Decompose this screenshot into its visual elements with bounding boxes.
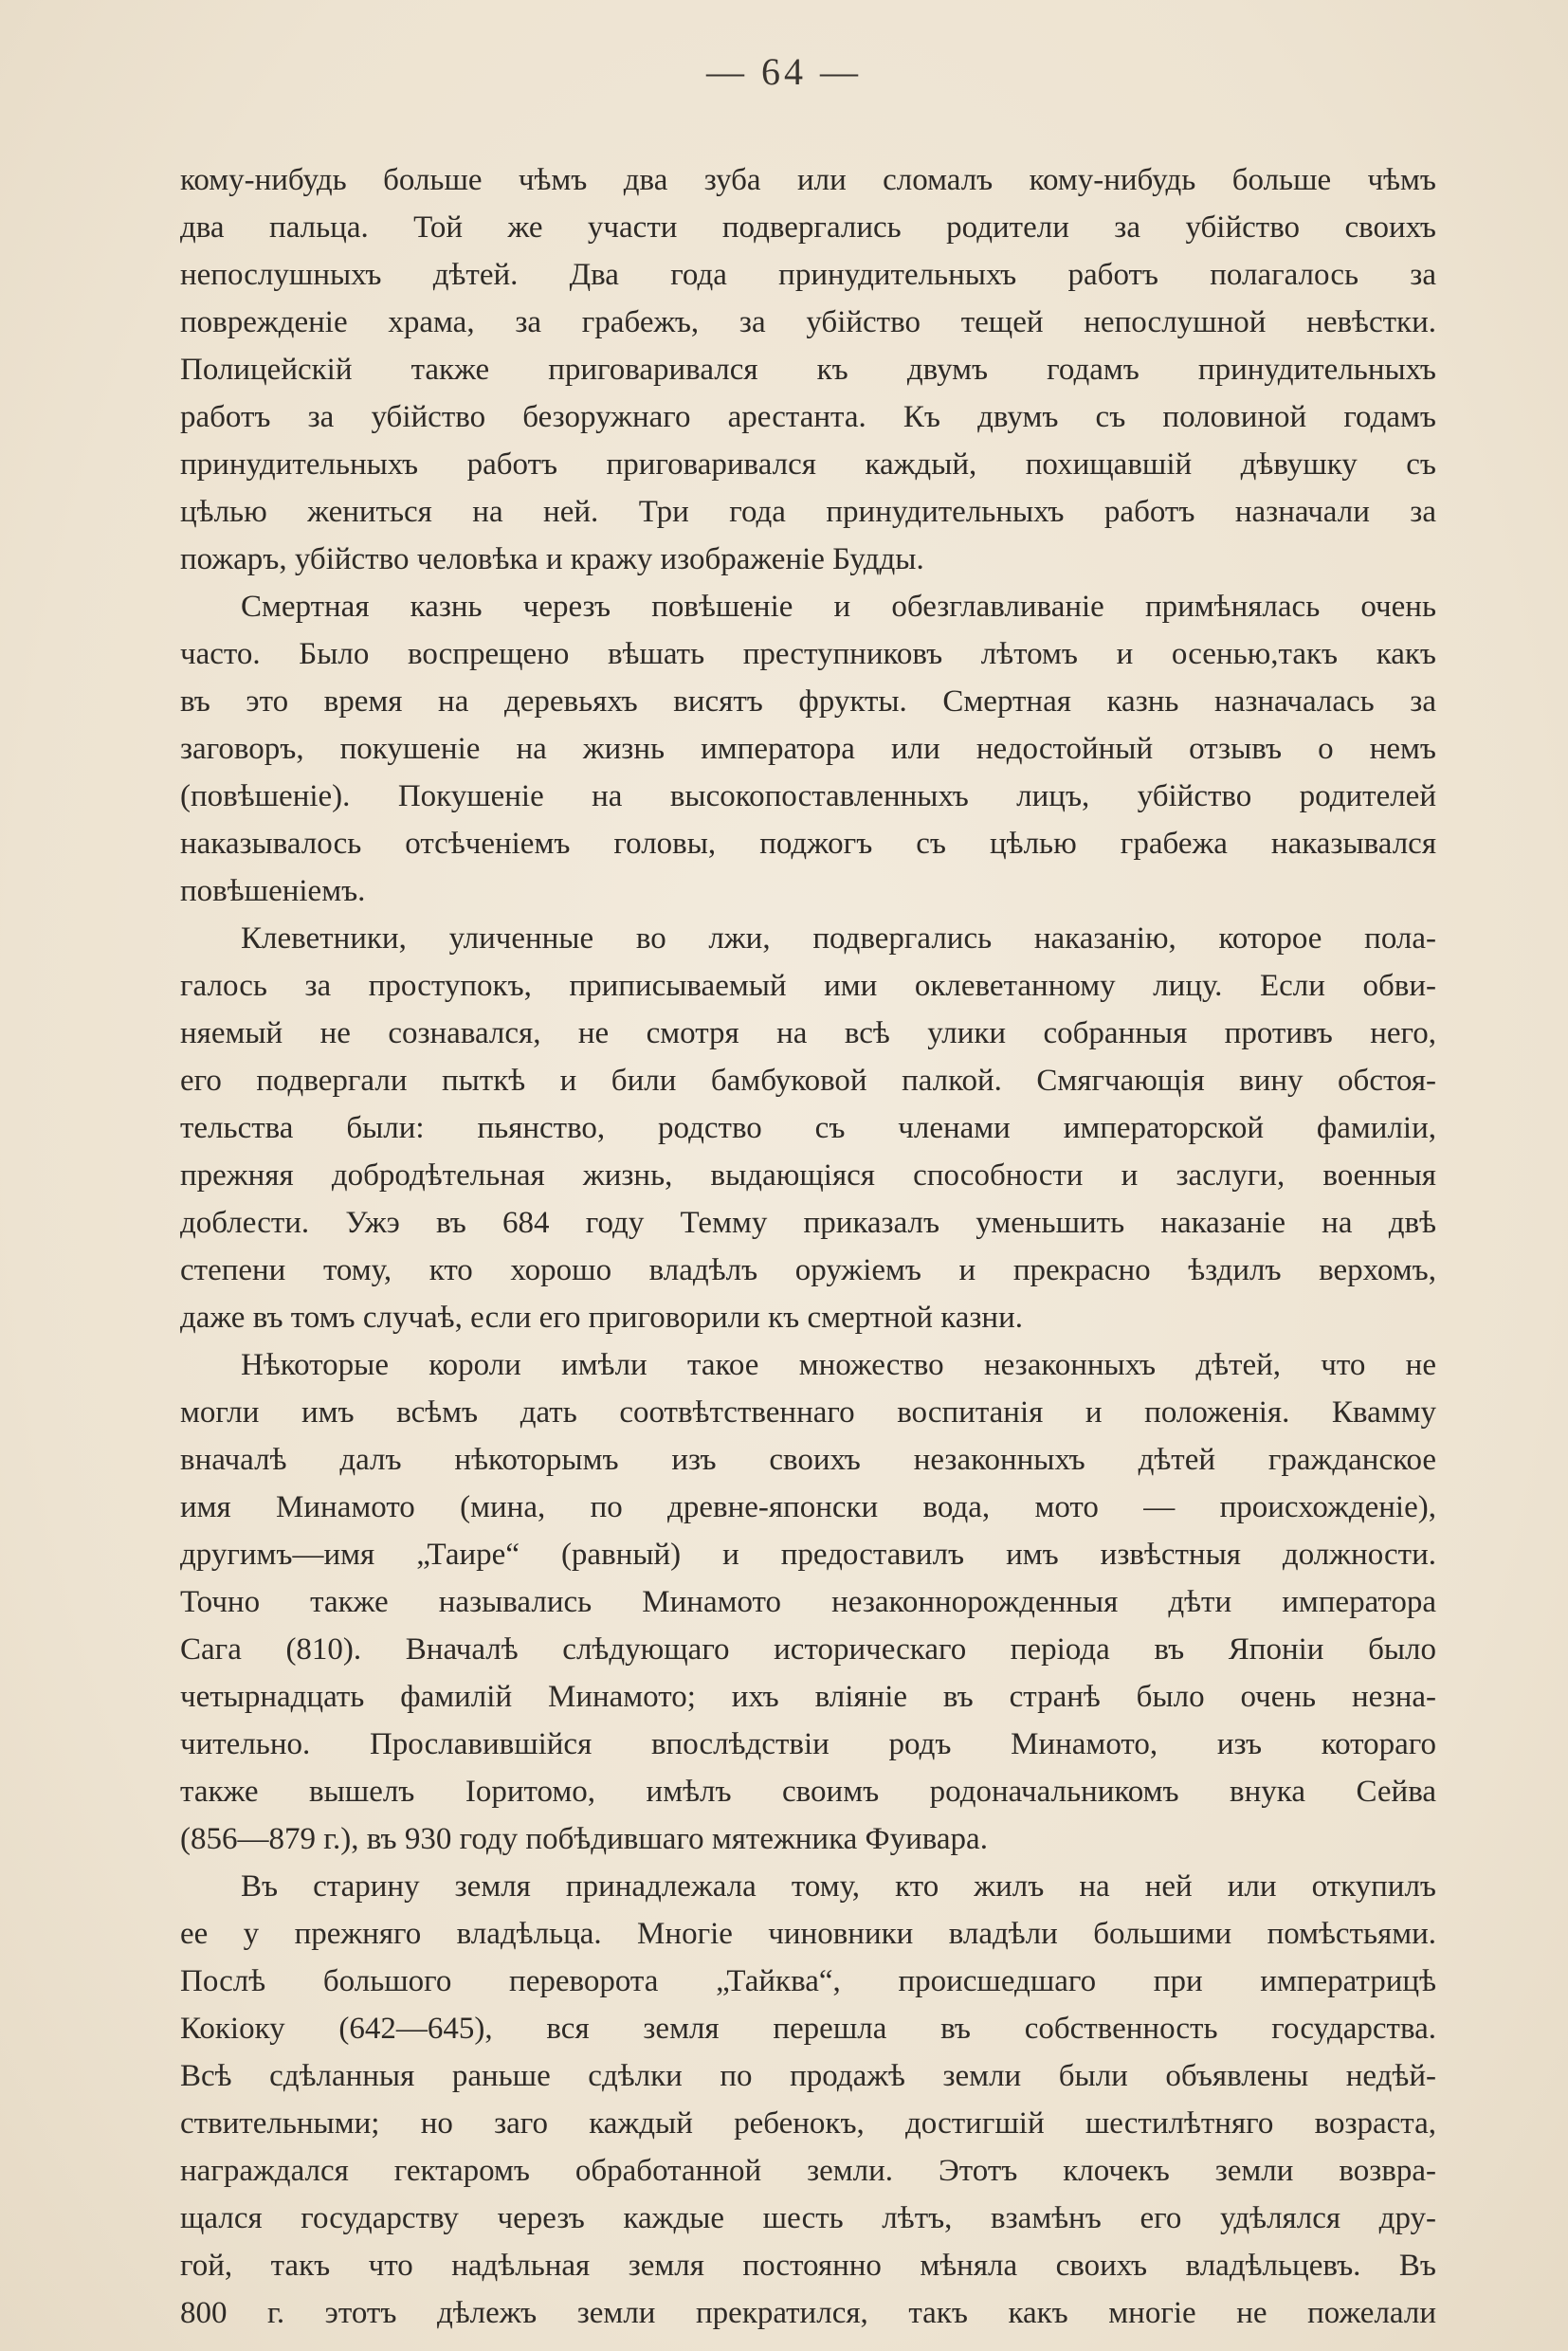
text-line: пожаръ, убійство человѣка и кражу изображеніе Будды. bbox=[180, 542, 924, 576]
text-line: Клеветники, уличенные во лжи, подвергались наказанію, которое пола- bbox=[241, 921, 1436, 956]
text-line: чительно. Прославившійся впослѣдствіи родъ Минамото, изъ котораго bbox=[180, 1727, 1436, 1761]
text-line: Всѣ сдѣланныя раньше сдѣлки по продажѣ земли были объявлены недѣй- bbox=[180, 2059, 1436, 2093]
text-line: 800 г. этотъ дѣлежъ земли прекратился, такъ какъ многіе не пожелали bbox=[180, 2296, 1436, 2330]
text-line: работъ за убійство безоружнаго арестанта. Къ двумъ съ половиной годамъ bbox=[180, 400, 1436, 434]
text-line: щался государству черезъ каждые шесть лѣтъ, взамѣнъ его удѣлялся дру- bbox=[180, 2201, 1436, 2235]
text-line: могли имъ всѣмъ дать соотвѣтственнаго воспитанія и положенія. Кваммy bbox=[180, 1395, 1436, 1430]
text-line: Смертная казнь черезъ повѣшеніе и обезглавливаніе примѣнялась очень bbox=[241, 590, 1436, 624]
text-line: Кокіоку (642—645), вся земля перешла въ собственность государства. bbox=[180, 2012, 1436, 2046]
text-line: Полицейскій также приговаривался къ двумъ годамъ принудительныхъ bbox=[180, 353, 1436, 387]
text-line: его подвергали пыткѣ и били бамбуковой палкой. Смягчающія вину обстоя- bbox=[180, 1064, 1436, 1098]
page-number: — 64 — bbox=[706, 50, 862, 93]
text-line: четырнадцать фамилій Минамото; ихъ вліяніе въ странѣ было очень незна- bbox=[180, 1680, 1436, 1714]
text-line: ее у прежняго владѣльца. Многіе чиновники владѣли большими помѣстьями. bbox=[180, 1917, 1436, 1951]
paragraph bbox=[180, 156, 1436, 583]
text-line: два пальца. Той же участи подвергались родители за убійство своихъ bbox=[180, 210, 1436, 245]
text-line: заговоръ, покушеніе на жизнь императора или недостойный отзывъ о немъ bbox=[180, 732, 1436, 766]
text-line: (856—879 г.), въ 930 году побѣдившаго мятежника Фуивара. bbox=[180, 1822, 988, 1856]
text-line: ствительными; но заго каждый ребенокъ, достигшій шестилѣтняго возраста, bbox=[180, 2106, 1436, 2141]
text-line: непослушныхъ дѣтей. Два года принудительныхъ работъ полагалось за bbox=[180, 258, 1436, 292]
text-line: Послѣ большого переворота „Тайква“, происшедшаго при императрицѣ bbox=[180, 1964, 1436, 1998]
text-line: няемый не сознавался, не смотря на всѣ улики собранныя противъ него, bbox=[180, 1016, 1436, 1050]
text-line: Сага (810). Вначалѣ слѣдующаго историческаго періода въ Японіи было bbox=[180, 1632, 1436, 1667]
text-line: другимъ—имя „Таирe“ (равный) и предоставилъ имъ извѣстныя должности. bbox=[180, 1538, 1436, 1572]
paragraph bbox=[180, 1863, 1436, 2337]
text-line: тельства были: пьянство, родство съ членами императорской фамиліи, bbox=[180, 1111, 1436, 1145]
text-line: поврежденіе храма, за грабежъ, за убійство тещей непослушной невѣстки. bbox=[180, 305, 1436, 339]
text-line: Точно также назывались Минамото незаконнорожденныя дѣти императора bbox=[180, 1585, 1436, 1619]
text-line: гой, такъ что надѣльная земля постоянно мѣняла своихъ владѣльцевъ. Въ bbox=[180, 2249, 1436, 2283]
text-line: наказывалось отсѣченіемъ головы, поджогъ съ цѣлью грабежа наказывался bbox=[180, 827, 1436, 861]
text-line: степени тому, кто хорошо владѣлъ оружіемъ и прекрасно ѣздилъ верхомъ, bbox=[180, 1253, 1436, 1287]
paragraph bbox=[180, 1341, 1436, 1863]
text-line: Въ старину земля принадлежала тому, кто жилъ на ней или откупилъ bbox=[241, 1869, 1436, 1904]
text-line: также вышелъ Іоритомо, имѣлъ своимъ родоначальникомъ внука Сейва bbox=[180, 1775, 1436, 1809]
text-line: (повѣшеніе). Покушеніе на высокопоставленныхъ лицъ, убійство родителей bbox=[180, 779, 1436, 813]
text-line: принудительныхъ работъ приговаривался каждый, похищавшій дѣвушку съ bbox=[180, 447, 1436, 482]
text-line: Нѣкоторые короли имѣли такое множество незаконныхъ дѣтей, что не bbox=[241, 1348, 1436, 1382]
text-line: повѣшеніемъ. bbox=[180, 874, 366, 908]
text-line: въ это время на деревьяхъ висятъ фрукты. Смертная казнь назначалась за bbox=[180, 684, 1436, 719]
paragraph bbox=[180, 583, 1436, 915]
text-line: прежняя добродѣтельная жизнь, выдающіяся способности и заслуги, военныя bbox=[180, 1158, 1436, 1193]
text-line: галось за проступокъ, приписываемый ими оклеветанному лицу. Если обви- bbox=[180, 969, 1436, 1003]
text-line: цѣлью жениться на ней. Три года принудительныхъ работъ назначали за bbox=[180, 495, 1436, 529]
text-line: даже въ томъ случаѣ, если его приговорили къ смертной казни. bbox=[180, 1301, 1024, 1335]
text-line: кому-нибудь больше чѣмъ два зуба или сломалъ кому-нибудь больше чѣмъ bbox=[180, 163, 1436, 197]
text-line: награждался гектаромъ обработанной земли. Этотъ клочекъ земли возвра- bbox=[180, 2154, 1436, 2188]
paragraph bbox=[180, 915, 1436, 1341]
text-line: имя Минамото (мина, по древне-японски вода, мото — происхожденіе), bbox=[180, 1490, 1436, 1524]
text-line: доблести. Ужэ въ 684 году Темму приказалъ уменьшить наказаніе на двѣ bbox=[180, 1206, 1436, 1240]
body-text bbox=[180, 156, 1436, 2337]
text-line: часто. Было воспрещено вѣшать преступниковъ лѣтомъ и осенью,такъ какъ bbox=[180, 637, 1436, 671]
text-line: вначалѣ далъ нѣкоторымъ изъ своихъ незаконныхъ дѣтей гражданское bbox=[180, 1443, 1436, 1477]
